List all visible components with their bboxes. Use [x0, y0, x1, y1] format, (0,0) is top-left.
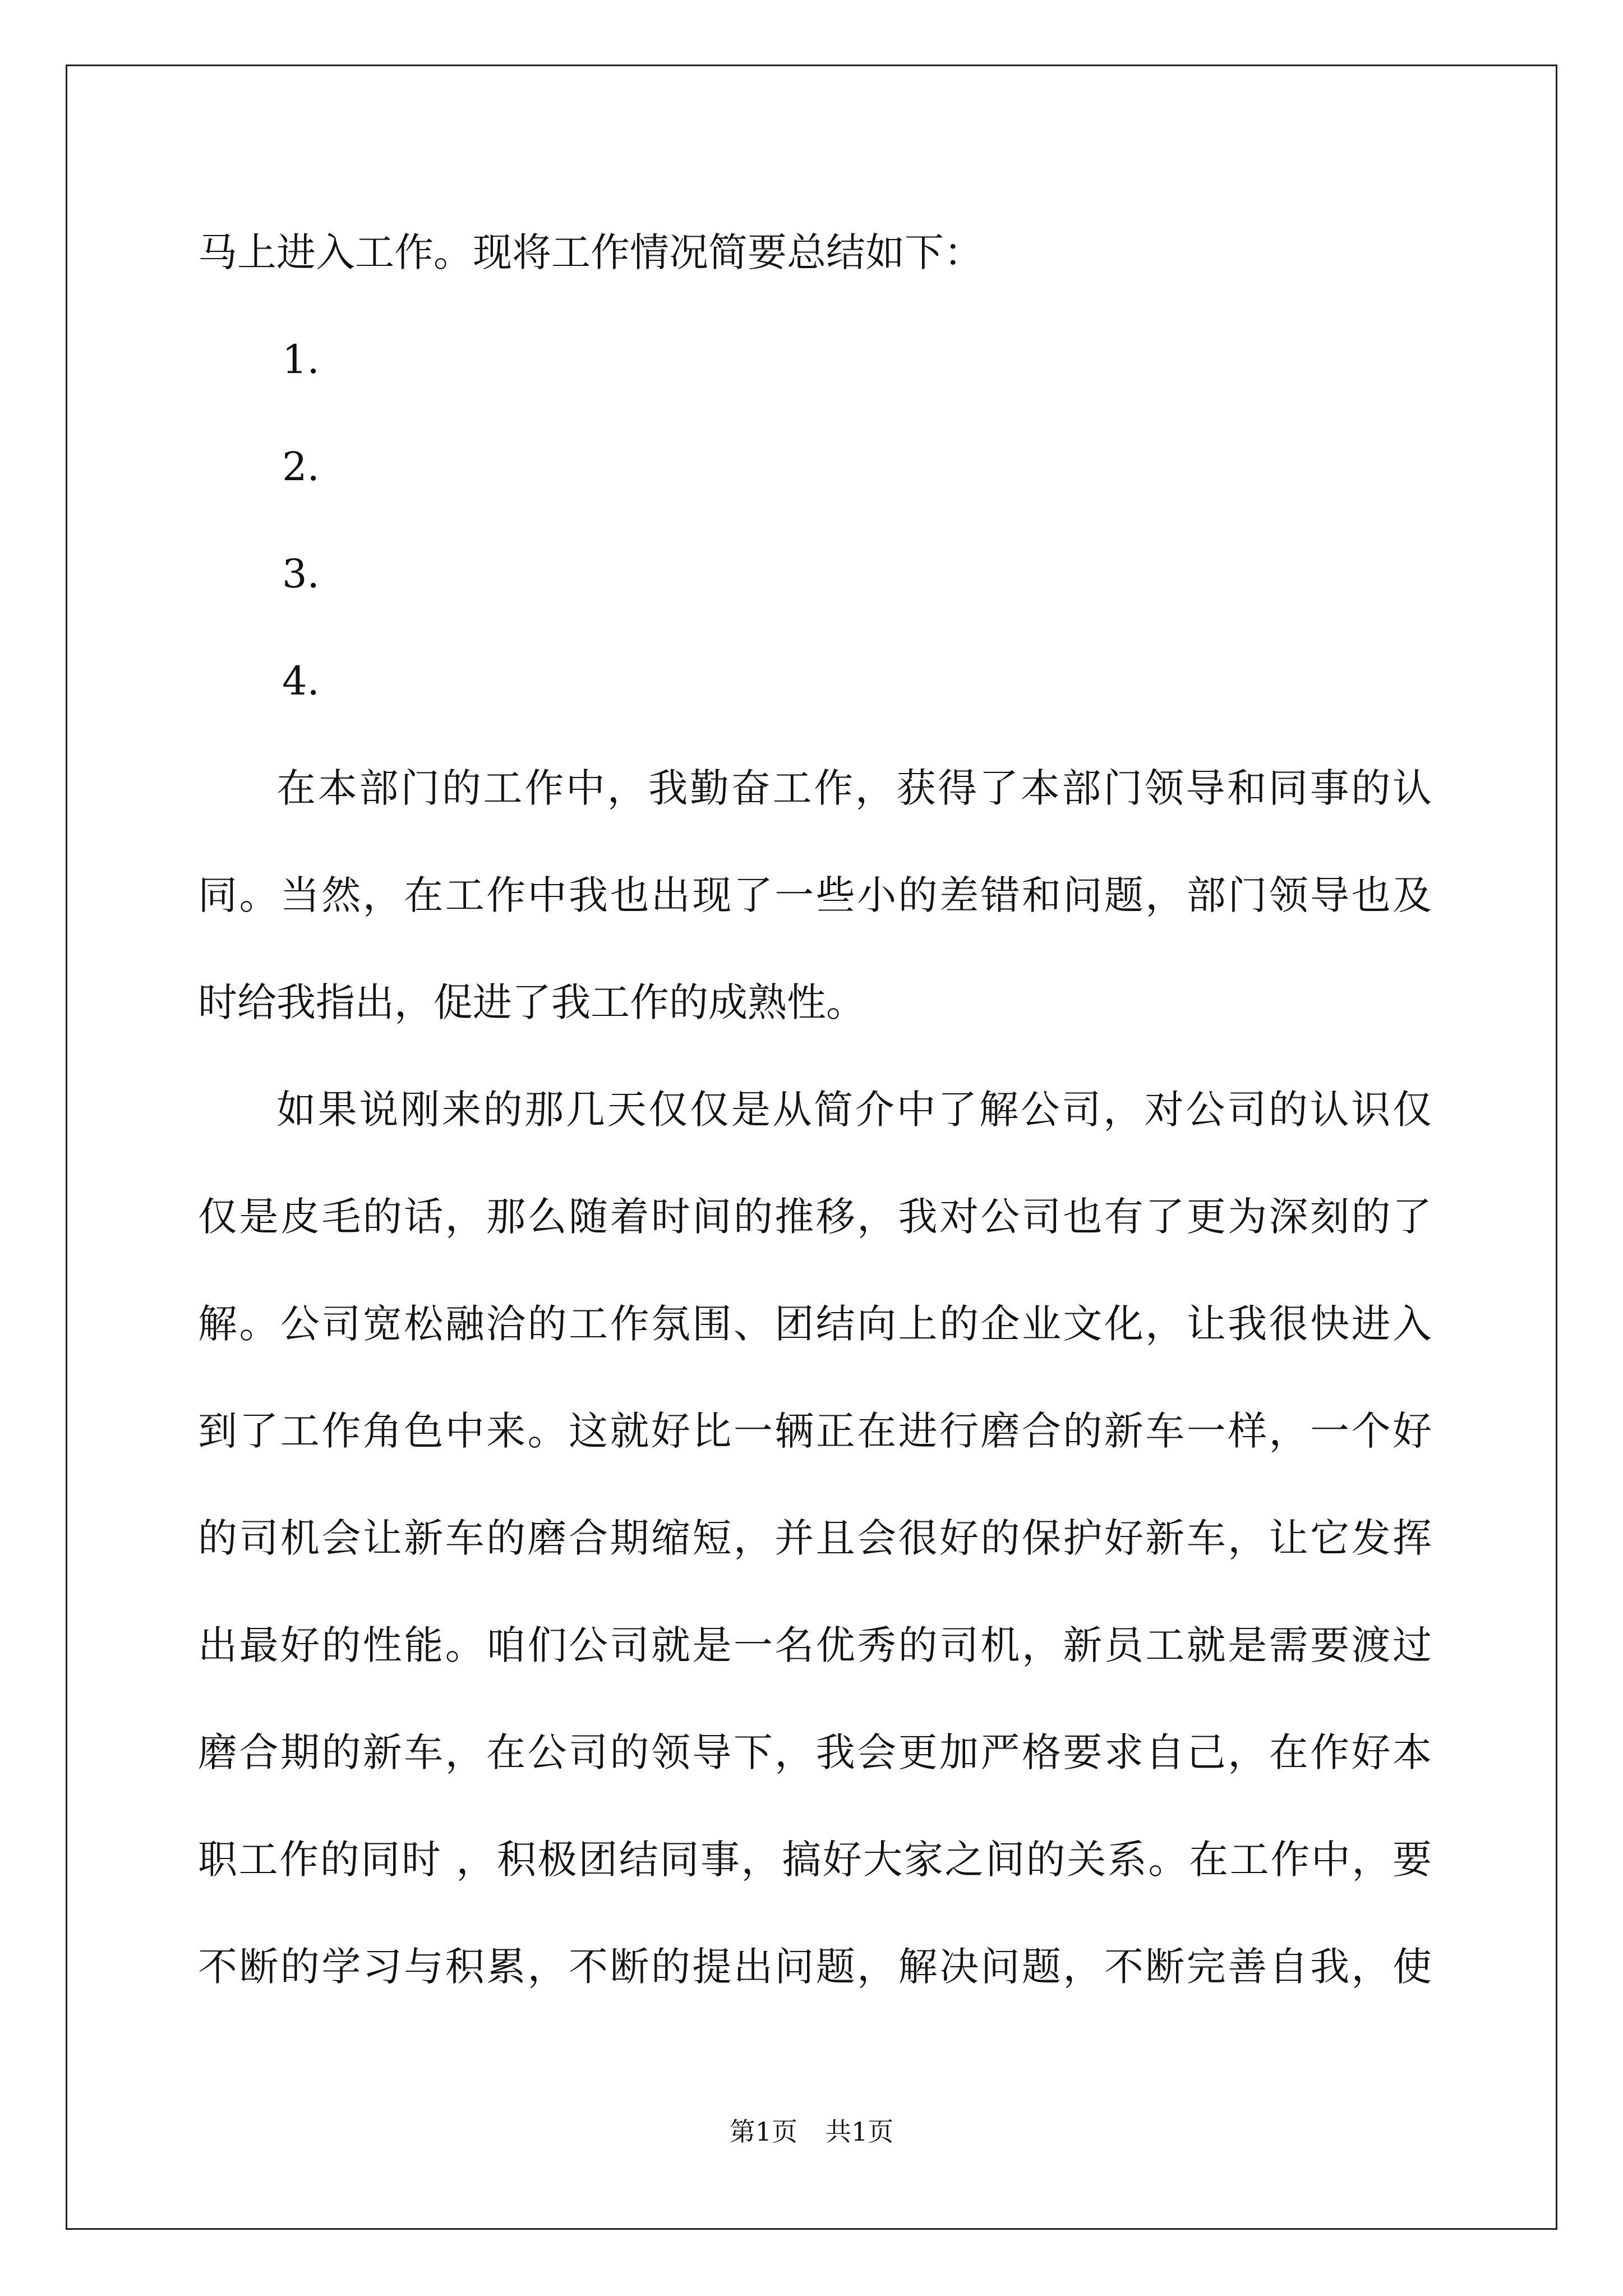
- line-text: 出最好的性能。咱们公司就是一名优秀的司机，新员工就是需要渡过: [198, 1622, 1432, 1668]
- document-body: [198, 219, 1432, 2040]
- page-number: 第1页: [729, 2116, 797, 2147]
- list-item: [198, 647, 1432, 754]
- list-item-number: 4.: [282, 658, 320, 704]
- line-text: 磨合期的新车，在公司的领导下，我会更加严格要求自己，在作好本: [198, 1729, 1432, 1775]
- line-text: 解。公司宽松融洽的工作氛围、团结向上的企业文化，让我很快进入: [198, 1301, 1432, 1347]
- text-line: [198, 1183, 1432, 1290]
- line-text: 职工作的同时 ，积极团结同事，搞好大家之间的关系。在工作中，要: [198, 1837, 1432, 1883]
- line-text: 不断的学习与积累，不断的提出问题，解决问题，不断完善自我，使: [198, 1944, 1432, 1990]
- list-item-number: 2.: [282, 444, 320, 490]
- text-line: [198, 1397, 1432, 1504]
- line-text: 同。当然，在工作中我也出现了一些小的差错和问题，部门领导也及: [198, 872, 1432, 918]
- page-footer: [0, 2115, 1623, 2148]
- line-text: 到了工作角色中来。这就好比一辆正在进行磨合的新车一样，一个好: [198, 1408, 1432, 1454]
- text-line: [198, 1933, 1432, 2040]
- line-text: 在本部门的工作中，我勤奋工作，获得了本部门领导和同事的认: [276, 765, 1432, 811]
- page-total: 共1页: [826, 2116, 894, 2147]
- text-line: [198, 1719, 1432, 1826]
- line-text: 马上进入工作。现将工作情况简要总结如下：: [198, 229, 983, 275]
- list-item-number: 3.: [282, 551, 320, 597]
- text-line: [198, 1290, 1432, 1397]
- list-item: [198, 326, 1432, 433]
- text-line: [198, 219, 1432, 326]
- text-line: [198, 862, 1432, 969]
- list-item: [198, 540, 1432, 647]
- text-line: [198, 1504, 1432, 1612]
- text-line: [198, 1826, 1432, 1933]
- line-text: 仅是皮毛的话，那么随着时间的推移，我对公司也有了更为深刻的了: [198, 1194, 1432, 1240]
- text-line: [198, 969, 1432, 1076]
- line-text: 时给我指出，促进了我工作的成熟性。: [198, 979, 865, 1025]
- text-line: [198, 1076, 1432, 1183]
- line-text: 的司机会让新车的磨合期缩短，并且会很好的保护好新车，让它发挥: [198, 1515, 1432, 1561]
- text-line: [198, 1612, 1432, 1719]
- list-item-number: 1.: [282, 337, 320, 383]
- list-item: [198, 433, 1432, 540]
- line-text: 如果说刚来的那几天仅仅是从简介中了解公司，对公司的认识仅: [276, 1087, 1432, 1133]
- text-line: [198, 754, 1432, 862]
